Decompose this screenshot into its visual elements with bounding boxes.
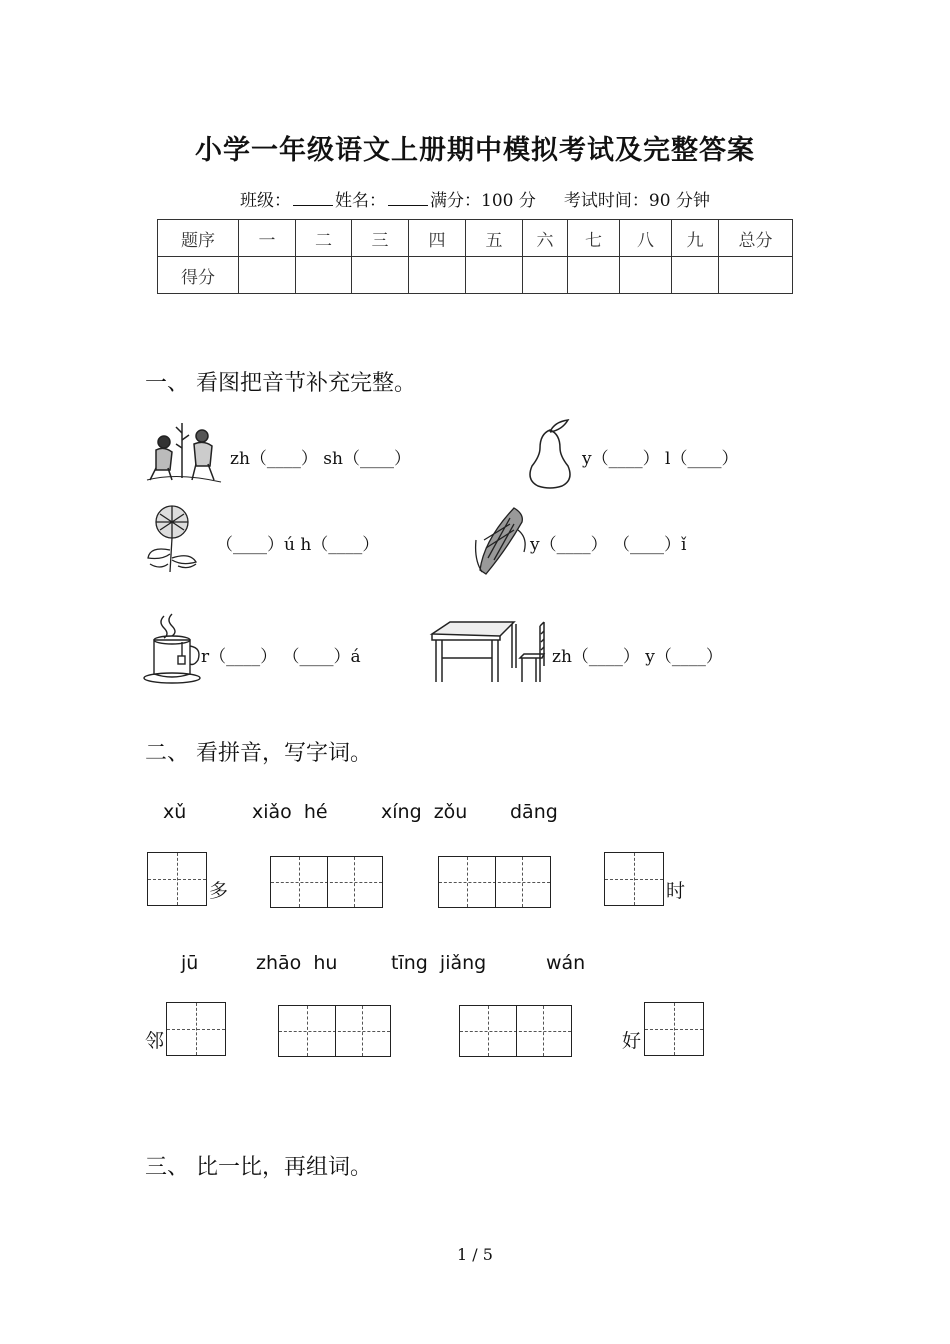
tea-cup-syllable[interactable]: r（____） （____）á (201, 647, 361, 667)
name-label: 姓名： (335, 191, 387, 211)
table-cell: 总分 (719, 220, 793, 257)
score-input-cell[interactable] (568, 257, 620, 294)
pinyin-label: tīng jiǎng (391, 952, 487, 974)
section2-heading: 二、 看拼音，写字词。 (145, 741, 372, 766)
score-input-cell[interactable] (352, 257, 409, 294)
pinyin-label: zhāo hu (256, 952, 338, 974)
page-title: 小学一年级语文上册期中模拟考试及完整答案 (195, 135, 755, 166)
score-input-cell[interactable] (296, 257, 352, 294)
pinyin-label: jū (181, 952, 199, 974)
pear-syllable[interactable]: y（____） l（____） (582, 449, 739, 469)
table-cell: 六 (523, 220, 568, 257)
writing-grid[interactable] (459, 1005, 572, 1057)
pinyin-label: xǔ (163, 801, 187, 823)
section1-heading: 一、 看图把音节补充完整。 (145, 371, 416, 396)
class-label: 班级： (240, 191, 292, 211)
planting-trees-image (142, 418, 226, 486)
pinyin-label: wán (546, 952, 586, 974)
name-blank (388, 191, 428, 206)
writing-grid[interactable] (438, 856, 551, 908)
score-table-header-row (158, 220, 793, 257)
table-cell: 得分 (158, 257, 239, 294)
corn-image (472, 500, 532, 576)
table-cell: 四 (409, 220, 466, 257)
corn-syllable[interactable]: y（____） （____）ǐ (530, 535, 687, 555)
table-cell: 五 (466, 220, 523, 257)
table-cell: 七 (568, 220, 620, 257)
given-character: 邻 (145, 1030, 165, 1052)
table-cell: 一 (239, 220, 296, 257)
exam-time: 考试时间：90 分钟 (563, 191, 710, 211)
table-cell: 九 (672, 220, 719, 257)
writing-grid[interactable] (644, 1002, 704, 1056)
pinyin-label: dāng (510, 801, 558, 823)
score-input-cell[interactable] (466, 257, 523, 294)
table-cell: 题序 (158, 220, 239, 257)
planting-trees-syllable[interactable]: zh（____） sh（____） (230, 449, 411, 469)
chrysanthemum-image (142, 500, 208, 574)
class-blank (293, 191, 333, 206)
writing-grid[interactable] (166, 1002, 226, 1056)
score-input-cell[interactable] (719, 257, 793, 294)
table-cell: 八 (620, 220, 672, 257)
score-input-cell[interactable] (409, 257, 466, 294)
score-table-score-row (158, 257, 793, 294)
writing-grid[interactable] (147, 852, 207, 906)
score-input-cell[interactable] (523, 257, 568, 294)
desk-chair-syllable[interactable]: zh（____） y（____） (552, 647, 723, 667)
score-table (157, 219, 793, 294)
given-character: 时 (666, 880, 686, 902)
table-cell: 三 (352, 220, 409, 257)
given-character: 多 (209, 880, 229, 902)
writing-grid[interactable] (270, 856, 383, 908)
writing-grid[interactable] (278, 1005, 391, 1057)
tea-cup-image (142, 612, 204, 684)
given-character: 好 (622, 1030, 642, 1052)
pinyin-label: xiǎo hé (252, 801, 328, 823)
chrysanthemum-syllable[interactable]: （____）ú h（____） (216, 535, 380, 555)
score-input-cell[interactable] (672, 257, 719, 294)
desk-chair-image (428, 614, 552, 686)
page-number: 1 / 5 (457, 1245, 493, 1264)
section3-heading: 三、 比一比，再组词。 (145, 1155, 372, 1180)
pinyin-label: xíng zǒu (381, 801, 468, 823)
pear-image (522, 416, 578, 490)
exam-info (0, 186, 950, 211)
writing-grid[interactable] (604, 852, 664, 906)
score-input-cell[interactable] (239, 257, 296, 294)
full-score: 满分：100 分 (430, 191, 536, 211)
table-cell: 二 (296, 220, 352, 257)
score-input-cell[interactable] (620, 257, 672, 294)
